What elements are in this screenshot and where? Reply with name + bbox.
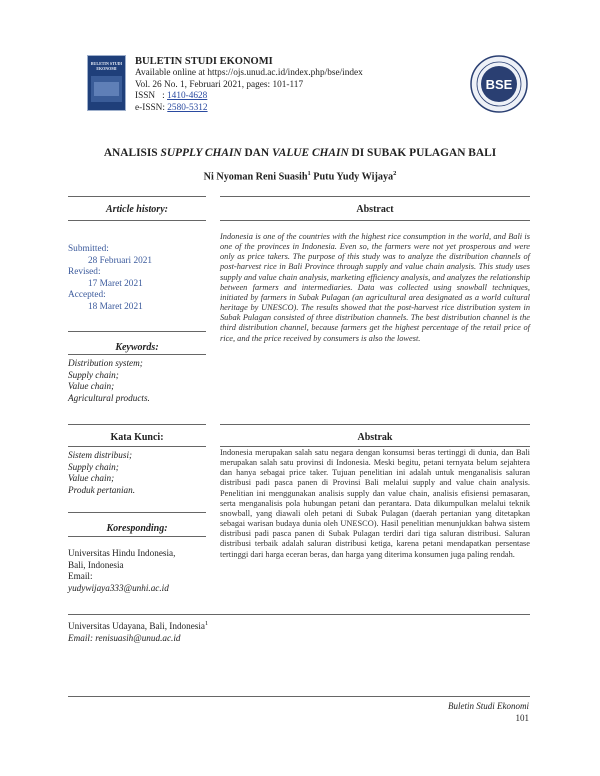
keyword-item: Value chain;: [68, 381, 115, 391]
affiliation-location: Bali, Indonesia: [68, 559, 124, 570]
journal-header: [135, 55, 363, 114]
cover-title: BULETIN STUDI EKONOMI: [90, 61, 123, 71]
journal-name: BULETIN STUDI EKONOMI: [135, 56, 273, 67]
rule: [220, 446, 530, 447]
journal-availability: Available online at https://ojs.unud.ac.id/index.php/bse/index: [135, 68, 363, 78]
rule: [68, 446, 206, 447]
email-label: Email:: [68, 571, 93, 582]
rule: [68, 220, 206, 221]
footer-rule: [68, 696, 530, 697]
article-history: Submitted: 28 Februari 2021 Revised: 17 Maret 2021 Accepted: 18 Maret 2021: [68, 244, 153, 312]
koresponding-info: [68, 548, 175, 594]
author-2: Putu Yudy Wijaya: [310, 171, 394, 183]
keyword-item: Agricultural products.: [68, 392, 150, 403]
koresponding-heading: Koresponding:: [106, 523, 168, 534]
kata-kunci-item: Supply chain;: [68, 461, 119, 472]
abstract-heading: Abstract: [356, 204, 394, 215]
rule: [220, 424, 530, 425]
keyword-item: Supply chain;: [68, 369, 119, 380]
abstrak-heading: Abstrak: [357, 432, 393, 443]
kata-kunci-heading: Kata Kunci:: [110, 432, 164, 443]
kata-kunci-item: Sistem distribusi;: [68, 450, 133, 460]
eissn-link[interactable]: 2580-5312: [167, 102, 208, 113]
rule: [68, 512, 206, 513]
journal-cover-image: [87, 55, 126, 111]
author-note: Universitas Udayana, Bali, Indonesia$^1$ Email: renisuasih@unud.ac.id: [68, 620, 209, 643]
kata-kunci-list: [68, 450, 135, 496]
revised-date: 17 Maret 2021: [88, 278, 143, 289]
author-affiliation: Universitas Udayana, Bali, Indonesia: [68, 621, 206, 632]
rule: [68, 196, 206, 197]
logo-text: BSE: [485, 77, 513, 92]
journal-volume: Vol. 26 No. 1, Februari 2021, pages: 101-117: [135, 79, 304, 90]
keywords-heading: Keywords:: [115, 342, 159, 353]
affiliation: Universitas Hindu Indonesia,: [68, 548, 176, 558]
kata-kunci-item: Value chain;: [68, 473, 115, 483]
article-authors: Ni Nyoman Reni Suasih$^1$ Putu Yudy Wijaya$^2$: [203, 170, 397, 183]
article-title: ANALISIS SUPPLY CHAIN DAN VALUE CHAIN DI SUBAK PULAGAN BALI: [103, 147, 497, 159]
abstrak-text: Indonesia merupakan salah satu negara dengan konsumsi beras tertinggi di dunia, dan Bali merupakan salah satu provinsi di Indonesia. Meski begitu, petani ternyata belum sejahtera dan hanya sebagai price taker. Tujuan penelitian ini adalah untuk menganalisis saluran distribusi padi pasca panen di Provinsi Bali melalui supply and value chain analysis. Penelitian ini menggunakan analisis supply dan value chain, analisis efisiensi pemasaran, serta menganalisis pola hubungan petani dan perantara. Data dikumpulkan melalui teknik snowball, yang diawali oleh petani di Subak Pulagan (daerah pertanian yang ditetapkan sebagai warisan budaya dunia oleh UNESCO). Hasil penelitian menunjukkan bahwa sistem distribusi padi pasca panen di Subak Pulagan terdiri dari tiga saluran distribusi. Saluran distribusi terbaik adalah saluran distribusi ketiga, karena petani mendapatkan persentase tertinggi dari harga eceran beras, dan harga yang diterima konsumen juga paling rendah.: [220, 448, 530, 559]
eissn-line: e-ISSN: 2580-5312: [135, 102, 208, 113]
rule: [68, 424, 206, 425]
keyword-item: Distribution system;: [68, 358, 143, 368]
rule: [68, 536, 206, 537]
kata-kunci-item: Produk pertanian.: [68, 484, 136, 495]
abstract-text: Indonesia is one of the countries with the highest rice consumption in the world, and Bali is one of the provinces in Indonesia. Even so, the farmers were not yet prosperous and were only as price takers. The purpose of this study was to analyze the distribution channels of post-harvest rice in Bali Province through supply and value chain analysis. This study uses supply and value chain analysis, marketing efficiency analysis, and analyzes the relationship between farmers and intermediaries. Data was collected using snowball techniques, initiated by farmers in Subak Pulagan (an agricultural area designated as a world cultural heritage by UNESCO). The results showed that the post-harvest rice distribution system in Subak Pulagan consisted of three distribution channels. The best distribution channel is the third distribution channel, because farmers get the highest percentage of the retail price of rice, and the price received by consumers is also the lowest.: [220, 232, 530, 343]
issn-link[interactable]: 1410-4628: [167, 91, 208, 101]
footer-journal: Buletin Studi Ekonomi: [448, 701, 529, 711]
keywords-list: [68, 358, 150, 404]
rule: [220, 220, 530, 221]
correspondence-email: yudywijaya333@unhi.ac.id: [68, 582, 169, 593]
article-history-heading: Article history:: [106, 204, 168, 215]
rule: [68, 354, 206, 355]
rule: [220, 196, 530, 197]
rule: [68, 614, 530, 615]
bse-logo: [470, 55, 528, 113]
page-number: 101: [515, 713, 529, 723]
accepted-date: 18 Maret 2021: [88, 301, 143, 312]
submitted-date: 28 Februari 2021: [88, 255, 153, 266]
issn-line: ISSN : 1410-4628: [135, 91, 208, 101]
author-email: Email: renisuasih@unud.ac.id: [68, 632, 181, 643]
author-1: Ni Nyoman Reni Suasih: [203, 171, 308, 183]
rule: [68, 331, 206, 332]
